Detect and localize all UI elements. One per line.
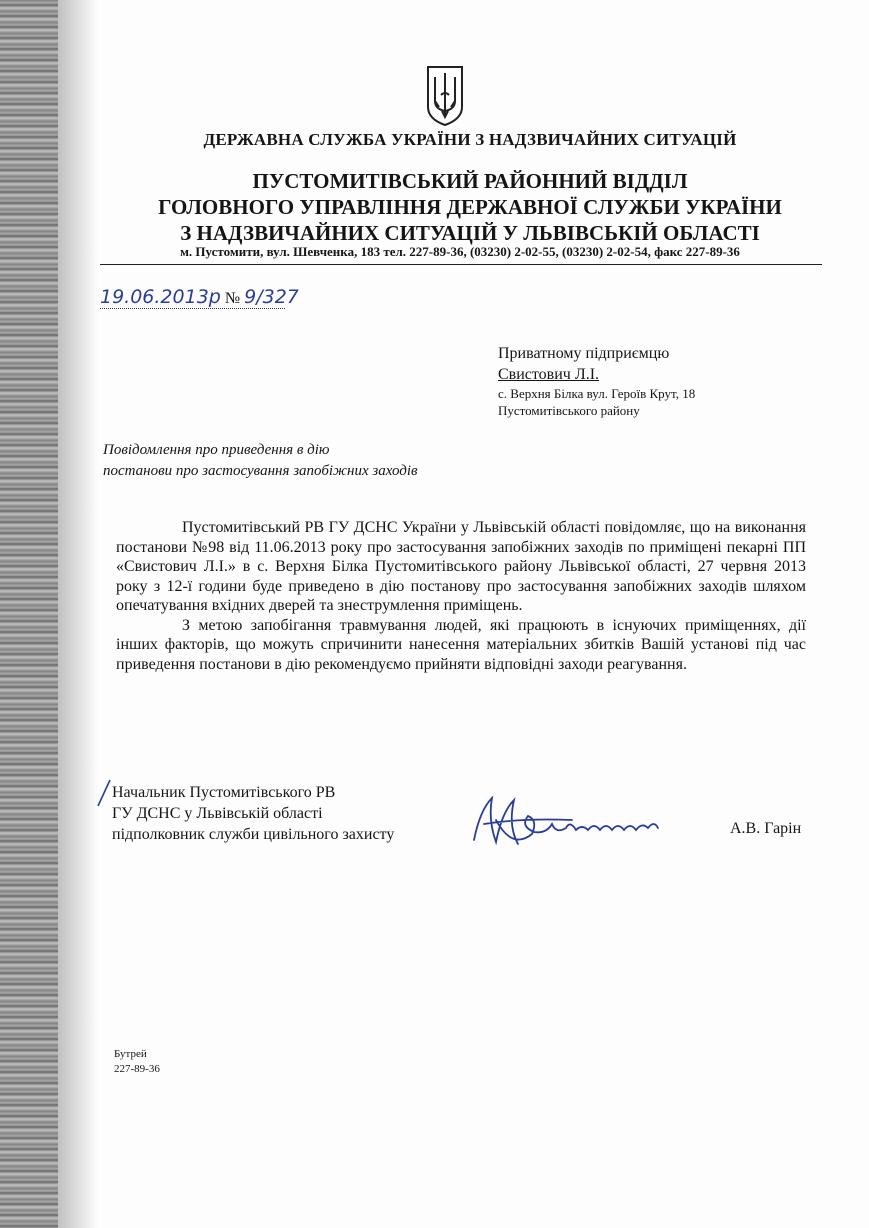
department-line-1: ПУСТОМИТІВСЬКИЙ РАЙОННИЙ ВІДДІЛ [252,169,688,193]
signatory-title-2: ГУ ДСНС у Львівській області [112,805,323,822]
scan-edge-shadow [0,0,58,1228]
trident-emblem-icon [425,65,465,127]
department-address: м. Пустомити, вул. Шевченка, 183 тел. 227-89-36, (03230) 2-02-55, (03230) 2-02-54, факс 227-89-36 [180,244,740,259]
letter-body [116,518,806,674]
department-line-2: ГОЛОВНОГО УПРАВЛІННЯ ДЕРЖАВНОЇ СЛУЖБИ УКРАЇНИ [158,195,782,219]
registration-date: 19.06.2013р [100,286,221,308]
registration-line [100,286,299,308]
body-paragraph-1: Пустомитівський РВ ГУ ДСНС України у Львівській області повідомляє, що на виконання постанови №98 від 11.06.2013 року про застосування запобіжних заходів по приміщені пекарні ПП «Свистович Л.І.» в с. Верхня Білка Пустомитівського району Львівської області, 27 червня 2013 року з 12-ї години буде приведено в дію постанову про застосування запобіжних заходів шляхом опечатування вхідних дверей та знеструмлення приміщень. [116,519,806,614]
signatory-title [112,782,394,845]
margin-mark-icon [96,778,112,808]
handwritten-signature [462,790,672,860]
recipient-block [498,343,695,419]
executor-name: Бутрей [114,1048,147,1060]
header-divider [100,264,822,265]
department-title [120,168,820,246]
department-line-3: З НАДЗВИЧАЙНИХ СИТУАЦІЙ У ЛЬВІВСЬКІЙ ОБЛАСТІ [180,221,760,245]
registration-number-prefix: № [224,290,241,307]
executor-block [114,1047,160,1077]
recipient-role: Приватному підприємцю [498,345,670,362]
signatory-title-3: підполковник служби цивільного захисту [112,826,395,843]
recipient-address-1: с. Верхня Білка вул. Героїв Крут, 18 [498,386,696,401]
signatory-title-1: Начальник Пустомитівського РВ [112,784,336,801]
letter-subject [103,440,418,482]
recipient-address-2: Пустомитівського району [498,403,640,418]
agency-title: ДЕРЖАВНА СЛУЖБА УКРАЇНИ З НАДЗВИЧАЙНИХ СИТУАЦІЙ [203,130,737,149]
executor-phone: 227-89-36 [114,1063,160,1075]
body-paragraph-2: З метою запобігання травмування людей, які працюють в існуючих приміщеннях, дії інших факторів, що можуть спричинити нанесення матеріальних збитків Вашій установі під час приведення постанови в дію рекомендуємо прийняти відповідні заходи реагування. [116,616,806,673]
scan-edge-fade [58,0,98,1228]
recipient-name: Свистович Л.І. [498,366,600,383]
signatory-name: А.В. Гарін [730,820,802,837]
subject-line-2: постанови про застосування запобіжних заходів [103,463,418,479]
registration-rule [100,308,285,309]
subject-line-1: Повідомлення про приведення в дію [103,442,330,458]
registration-number: 9/327 [244,286,299,308]
